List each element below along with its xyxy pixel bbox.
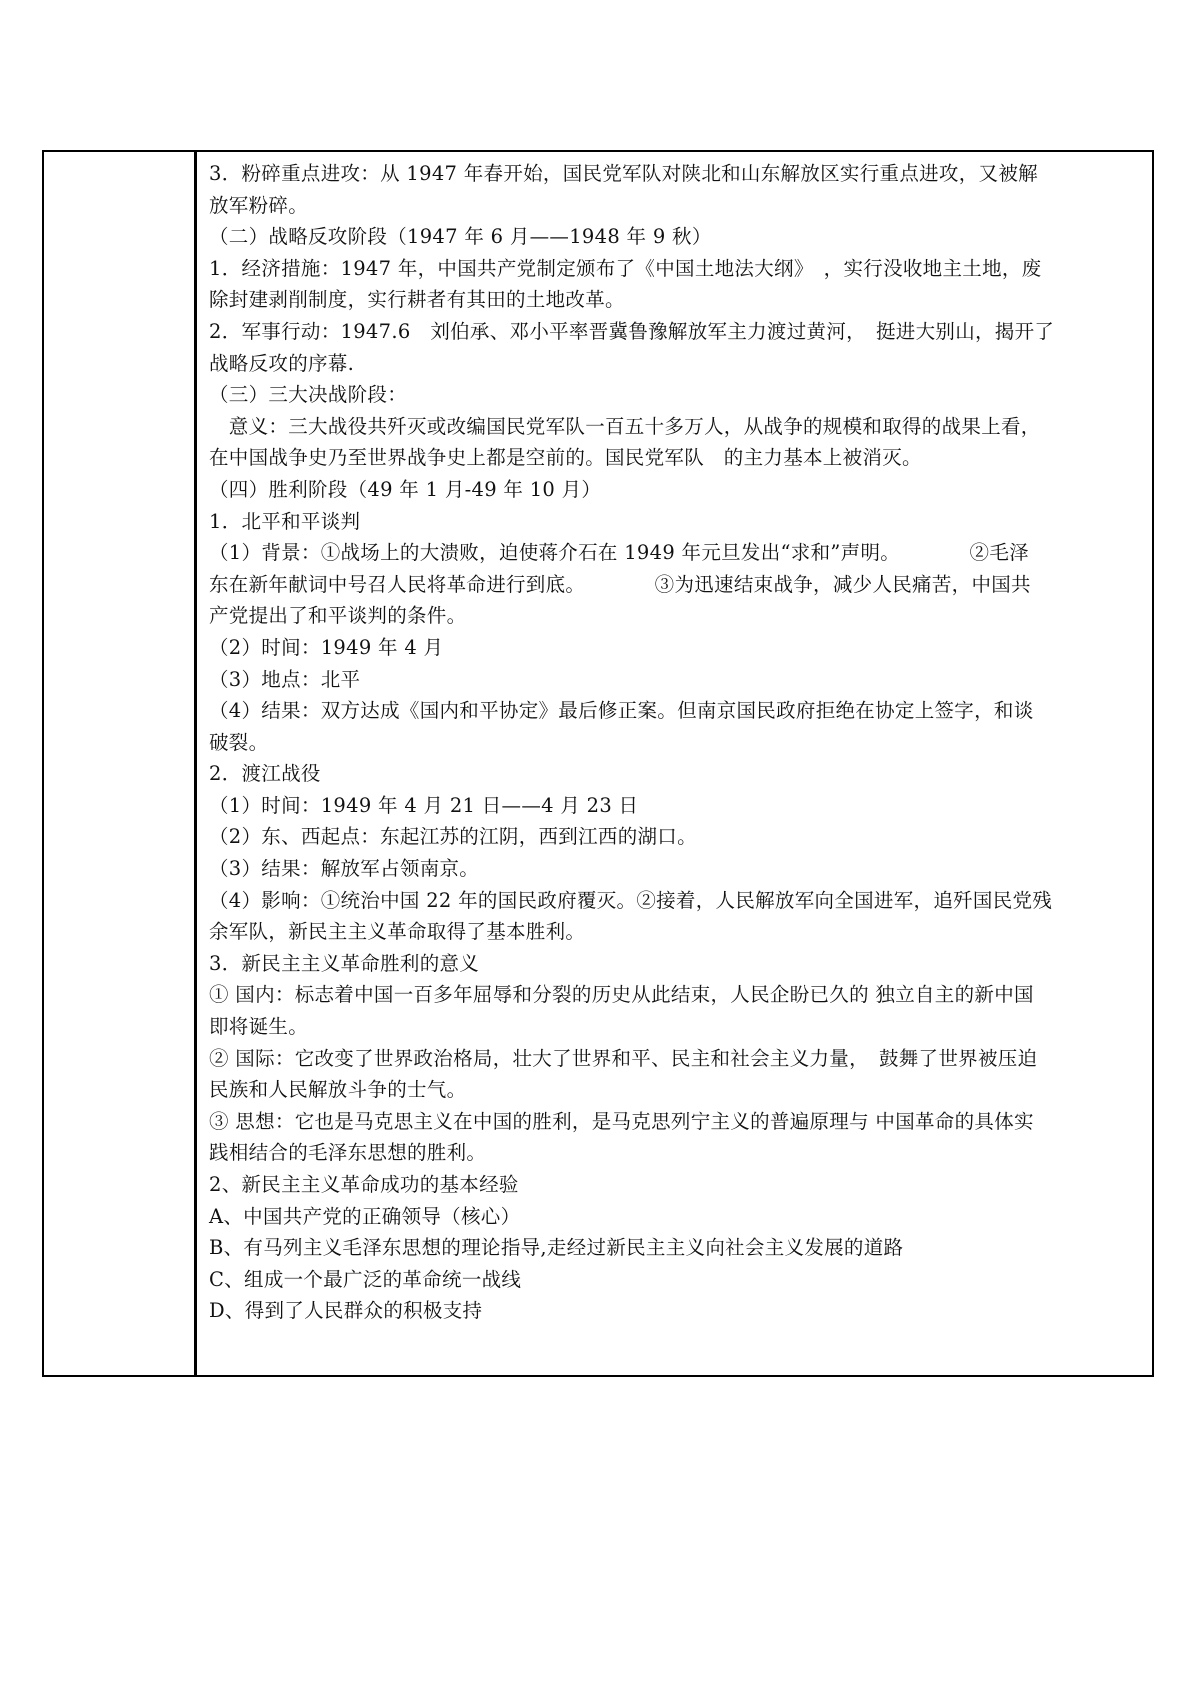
text-line: （4）结果：双方达成《国内和平协定》最后修正案。但南京国民政府拒绝在协定上签字，和谈: [209, 699, 1034, 723]
text-line: （2）东、西起点：东起江苏的江阴，西到江西的湖口。: [209, 825, 697, 849]
text-line: B、有马列主义毛泽东思想的理论指导,走经过新民主主义向社会主义发展的道路: [209, 1236, 904, 1260]
text-line: 意义：三大战役共歼灭或改编国民党军队一百五十多万人，从战争的规模和取得的战果上看，: [209, 414, 1041, 438]
section-heading: （二）战略反攻阶段（1947 年 6 月——1948 年 9 秋）: [209, 225, 712, 249]
text-line: 民族和人民解放斗争的士气。: [209, 1078, 467, 1102]
text-line: 战略反攻的序幕.: [209, 351, 355, 375]
text-cell: [209, 158, 1138, 1327]
text-line: 1．北平和平谈判: [209, 509, 361, 533]
section-heading: （三）三大决战阶段：: [209, 383, 408, 407]
text-line: 产党提出了和平谈判的条件。: [209, 604, 467, 628]
text-line: 破裂。: [209, 730, 269, 754]
text-line: 余军队，新民主主义革命取得了基本胜利。: [209, 920, 586, 944]
text-line: 1．经济措施：1947 年，中国共产党制定颁布了《中国土地法大纲》 ，实行没收地主土地，废: [209, 256, 1042, 280]
text-line: 3．新民主主义革命胜利的意义: [209, 951, 480, 975]
text-line: 东在新年献词中号召人民将革命进行到底。 ③为迅速结束战争，减少人民痛苦，中国共: [209, 572, 1031, 596]
text-line: （3）地点：北平: [209, 667, 361, 691]
text-line: （1）时间：1949 年 4 月 21 日——4 月 23 日: [209, 793, 639, 817]
text-line: 放军粉碎。: [209, 193, 309, 217]
text-line: （3）结果：解放军占领南京。: [209, 857, 480, 881]
text-line: 在中国战争史乃至世界战争史上都是空前的。国民党军队 的主力基本上被消灭。: [209, 446, 922, 470]
text-line: A、中国共产党的正确领导（核心）: [209, 1204, 521, 1228]
text-line: ① 国内：标志着中国一百多年屈辱和分裂的历史从此结束，人民企盼已久的 独立自主的新中国: [209, 983, 1034, 1007]
text-line: 除封建剥削制度，实行耕者有其田的土地改革。: [209, 288, 625, 312]
text-line: （4）影响：①统治中国 22 年的国民政府覆灭。②接着，人民解放军向全国进军，追歼国民党残: [209, 888, 1053, 912]
text-line: （1）背景：①战场上的大溃败，迫使蒋介石在 1949 年元旦发出“求和”声明。 ②毛泽: [209, 541, 1029, 565]
text-line: C、组成一个最广泛的革命统一战线: [209, 1267, 522, 1291]
left-empty-cell: [44, 152, 197, 1375]
text-line: ③ 思想：它也是马克思主义在中国的胜利，是马克思列宁主义的普遍原理与 中国革命的具体实: [209, 1109, 1034, 1133]
content-table: [42, 150, 1154, 1377]
section-heading: （四）胜利阶段（49 年 1 月-49 年 10 月）: [209, 477, 602, 501]
text-line: ② 国际：它改变了世界政治格局，壮大了世界和平、民主和社会主义力量， 鼓舞了世界被压迫: [209, 1046, 1038, 1070]
text-line: D、得到了人民群众的积极支持: [209, 1299, 483, 1323]
text-line: 3．粉碎重点进攻：从 1947 年春开始，国民党军队对陕北和山东解放区实行重点进攻，又被解: [209, 162, 1038, 185]
text-line: 2．军事行动：1947.6 刘伯承、邓小平率晋冀鲁豫解放军主力渡过黄河， 挺进大别山，揭开了: [209, 319, 1055, 343]
text-line: 2、新民主主义革命成功的基本经验: [209, 1173, 519, 1196]
text-line: 即将诞生。: [209, 1015, 309, 1039]
text-line: （2）时间：1949 年 4 月: [209, 635, 444, 659]
text-line: 2．渡江战役: [209, 762, 321, 786]
text-line: 践相结合的毛泽东思想的胜利。: [209, 1141, 487, 1165]
